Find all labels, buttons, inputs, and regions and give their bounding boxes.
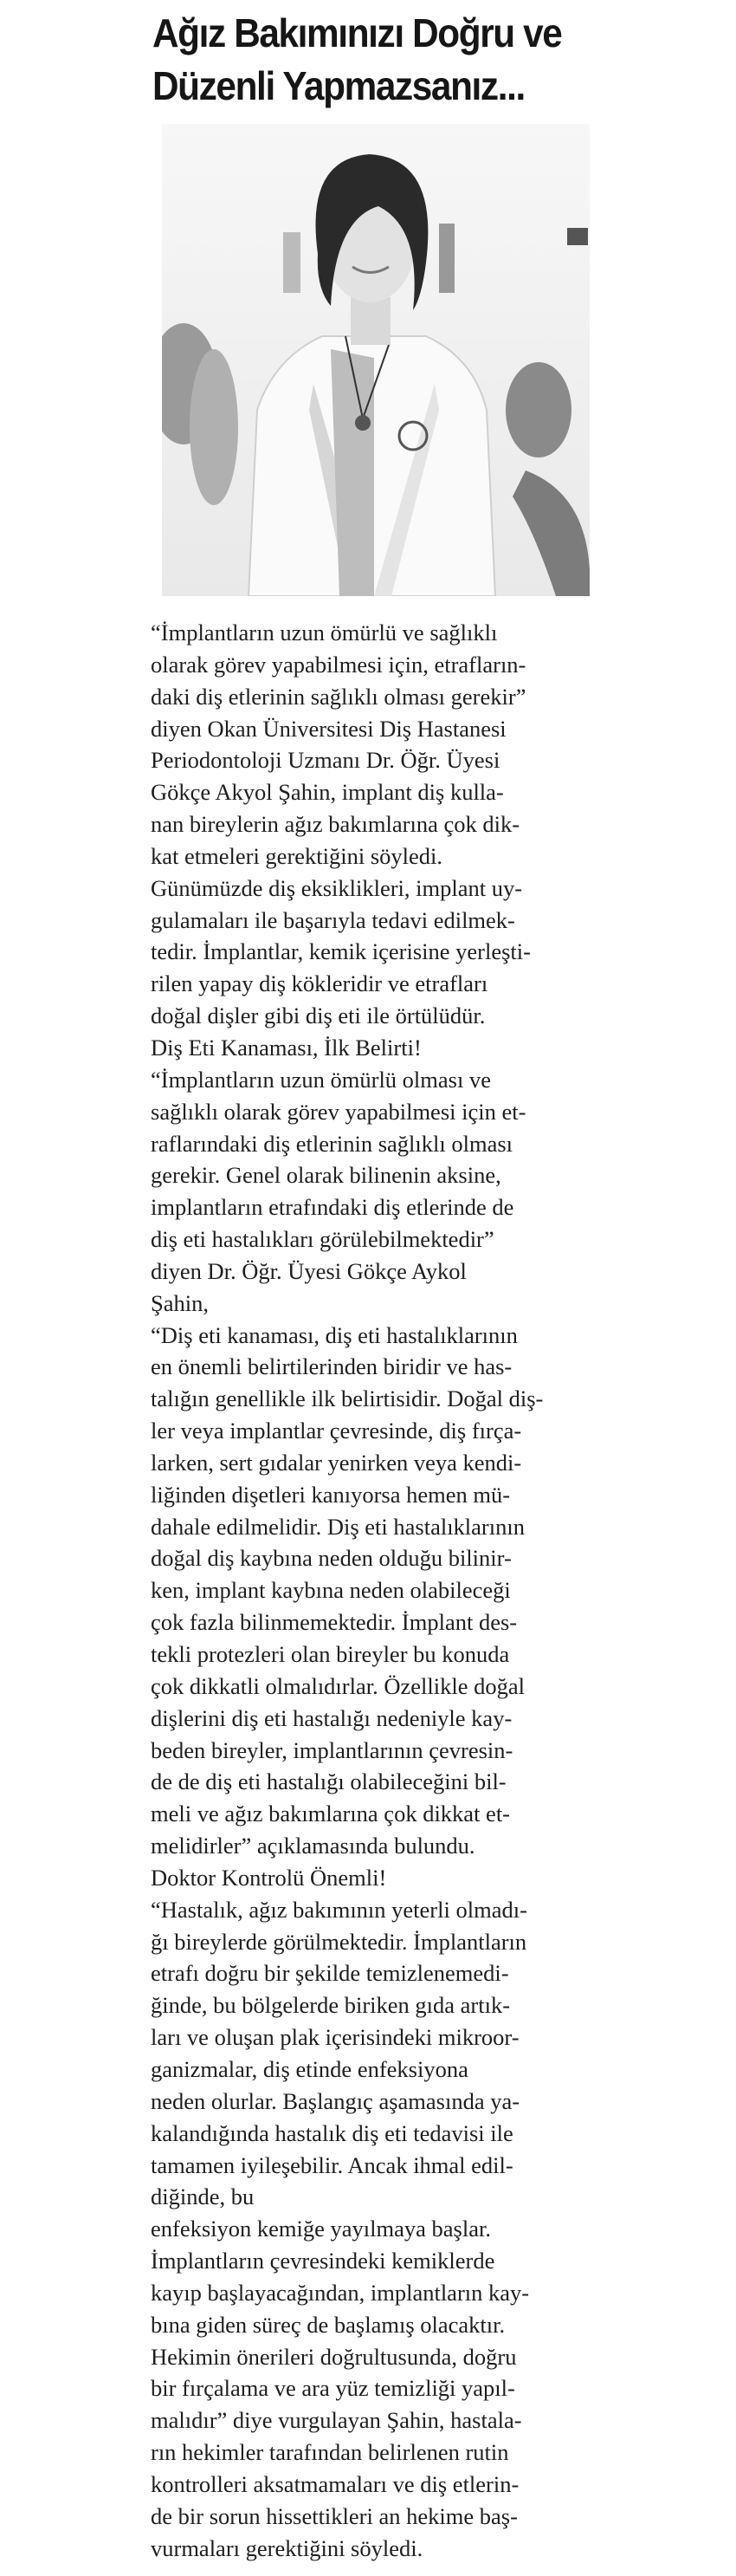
article-line: diyen Okan Üniversitesi Diş Hastanesi	[151, 715, 507, 742]
article-line: Günümüzde diş eksiklikleri, implant uy-	[151, 874, 523, 901]
doctor-photo	[162, 124, 590, 596]
article-line: Şahin,	[151, 1289, 209, 1316]
article-line: çok fazla bilinmemektedir. İmplant des-	[151, 1609, 518, 1636]
article-line: bına giden süreç de başlamış olacaktır.	[151, 2311, 506, 2338]
article-line: vurmaları gerektiğini söyledi.	[151, 2534, 423, 2561]
article-line: implantların etrafındaki diş etlerinde de	[151, 1194, 514, 1221]
article-line: ğı bireylerde görülmektedir. İmplantların	[151, 1928, 527, 1955]
article-line: beden bireyler, implantlarının çevresin-	[151, 1736, 513, 1763]
article-line: nan bireylerin ağız bakımlarına çok dik-	[151, 811, 520, 838]
article-body	[151, 617, 592, 2564]
article-line: daki diş etlerinin sağlıklı olması gerekir”	[151, 683, 526, 710]
article-line: melidirler” açıklamasında bulundu.	[151, 1833, 475, 1859]
article-line: olarak görev yapabilmesi için, etrafların-	[151, 651, 526, 678]
article-line: kalandığında hastalık diş eti tedavisi ile	[151, 2119, 513, 2146]
article-line: “Hastalık, ağız bakımının yeterli olmadı-	[151, 1896, 527, 1923]
article-line: larken, sert gıdalar yenirken veya kendi-	[151, 1449, 522, 1476]
article-line: “Diş eti kanaması, diş eti hastalıklarının	[151, 1321, 518, 1348]
article-line: çok dikkatli olmalıdırlar. Özellikle doğal	[151, 1672, 525, 1699]
article-line: tedir. İmplantlar, kemik içerisine yerleşti-	[151, 938, 531, 965]
article-line: tekli protezleri olan bireyler bu konuda	[151, 1641, 510, 1667]
article-line: ken, implant kaybına neden olabileceği	[151, 1577, 511, 1604]
article-line: diğinde, bu	[151, 2183, 255, 2210]
article-line: liğinden dişetleri kanıyorsa hemen mü-	[151, 1481, 511, 1508]
article-line: neden olurlar. Başlangıç aşamasında ya-	[151, 2087, 520, 2114]
article-line: ganizmalar, diş etinde enfeksiyona	[151, 2055, 468, 2082]
article-line: Hekimin önerileri doğrultusunda, doğru	[151, 2343, 517, 2370]
article-line: meli ve ağız bakımlarına çok dikkat et-	[151, 1801, 511, 1827]
article-line: rilen yapay diş kökleridir ve etrafları	[151, 970, 488, 997]
article-line: talığın genellikle ilk belirtisidir. Doğal diş-	[151, 1385, 544, 1412]
article-line: bir fırçalama ve ara yüz temizliği yapıl-	[151, 2375, 515, 2402]
article-line: dişlerini diş eti hastalığı nedeniyle kay-	[151, 1704, 513, 1731]
headline-line-1: Ağız Bakımınızı Doğru ve	[152, 10, 562, 55]
article-line: diyen Dr. Öğr. Üyesi Gökçe Aykol	[151, 1257, 467, 1284]
article-line: raflarındaki diş etlerinin sağlıklı olması	[151, 1130, 513, 1157]
article-line: doğal dişler gibi diş eti ile örtülüdür.	[151, 1002, 486, 1029]
article-line: Gökçe Akyol Şahin, implant diş kulla-	[151, 779, 504, 806]
headline-line-2: Düzenli Yapmazsanız...	[152, 63, 525, 108]
article-line: “İmplantların uzun ömürlü olması ve	[151, 1066, 491, 1093]
article-line: rın hekimler tarafından belirlenen rutin	[151, 2439, 509, 2466]
article-line: Diş Eti Kanaması, İlk Belirti!	[151, 1034, 422, 1061]
article-line: doğal diş kaybına neden olduğu bilinir-	[151, 1545, 512, 1572]
article-line: sağlıklı olarak görev yapabilmesi için et-	[151, 1098, 526, 1125]
article-line: “İmplantların uzun ömürlü ve sağlıklı	[151, 620, 498, 646]
article-line: Periodontoloji Uzmanı Dr. Öğr. Üyesi	[151, 747, 500, 774]
article-line: dahale edilmelidir. Diş eti hastalıklarının	[151, 1513, 525, 1540]
article-line: kat etmeleri gerektiğini söyledi.	[151, 842, 443, 869]
headline	[152, 7, 566, 113]
article-line: en önemli belirtilerinden biridir ve has-	[151, 1353, 513, 1380]
article-line: gulamaları ile başarıyla tedavi edilmek-	[151, 906, 515, 933]
article-line: enfeksiyon kemiğe yayılmaya başlar.	[151, 2216, 491, 2242]
article-line: etrafı doğru bir şekilde temizlenemedi-	[151, 1960, 509, 1987]
article-line: gerekir. Genel olarak bilinenin aksine,	[151, 1162, 501, 1189]
article-line: tamamen iyileşebilir. Ancak ihmal edil-	[151, 2151, 513, 2178]
doctor-portrait-image	[162, 124, 590, 596]
article-line: kontrolleri aksatmamaları ve diş etlerin-	[151, 2470, 520, 2497]
article-line: İmplantların çevresindeki kemiklerde	[151, 2248, 495, 2274]
article-line: ler veya implantlar çevresinde, diş fırça-	[151, 1418, 522, 1444]
article-line: de bir sorun hissettikleri an hekime baş-	[151, 2502, 518, 2529]
article-line: ları ve oluşan plak içerisindeki mikroor-	[151, 2024, 520, 2051]
article-line: kayıp başlayacağından, implantların kay-	[151, 2279, 530, 2306]
article-line: ğinde, bu bölgelerde biriken gıda artık-	[151, 1992, 511, 2019]
article-line: malıdır” diye vurgulayan Şahin, hastala-	[151, 2407, 522, 2434]
article-line: de de diş eti hastalığı olabileceğini bil-	[151, 1768, 507, 1795]
article-line: diş eti hastalıkları görülebilmektedir”	[151, 1226, 494, 1253]
article-line: Doktor Kontrolü Önemli!	[151, 1864, 387, 1891]
